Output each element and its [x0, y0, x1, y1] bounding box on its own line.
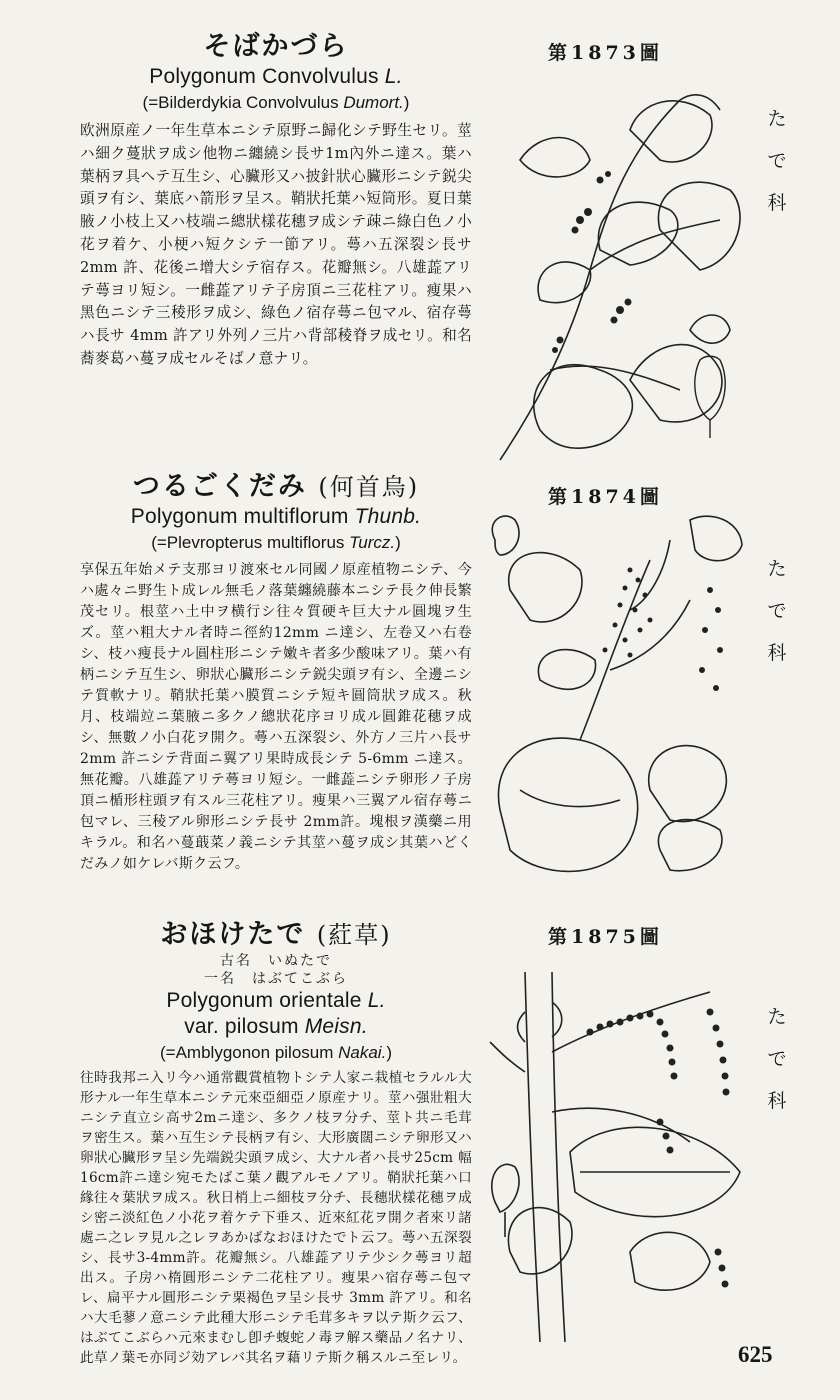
entry-text [80, 30, 472, 371]
japanese-name: そばかづら [203, 31, 349, 62]
synonym: (=Bilderdykia Convolvulus Dumort.) [142, 93, 410, 112]
japanese-name: つるごくだみ (何首烏) [132, 471, 420, 502]
entry-text [80, 470, 472, 875]
variety-name: var. pilosum Meisn. [184, 1015, 368, 1038]
figure-label: 第1873圖 [548, 42, 663, 64]
japanese-name: おほけたで (葒草) [160, 919, 392, 950]
scientific-name: Polygonum multiflorum Thunb. [130, 505, 422, 528]
alias-name: 一名 はぶてこぶら [204, 971, 348, 987]
description: 欧洲原産ノ一年生草本ニシテ原野ニ歸化シテ野生セリ。莖ハ細ク蔓狀ヲ成シ他物ニ纏繞シ長サ1m內外ニ達ス。葉ハ葉柄ヲ具ヘテ互生シ、心臟形又ハ披針狀心臟形ニシテ鋭尖頭ヲ有シ、葉底ハ箭形ヲ呈ス。鞘狀托葉ハ短筒形。夏日葉腋ノ小枝上又ハ枝端ニ總狀樣花穗ヲ成シテ疎ニ綠白色ノ小花ヲ着ケ、小梗ハ短クシテ一節アリ。蕚ハ五深裂シ長サ 2mm 許、花後ニ增大シテ宿存ス。花瓣無シ。八雄蕋アリテ蕚ヨリ短シ。一雌蕋アリテ子房頂ニ三花柱アリ。痩果ハ黑色ニシテ三稜形ヲ成シ、綠色ノ宿存蕚ニ包マル、宿存蕚ハ長サ 4mm 許アリ外列ノ三片ハ背部稜脊ヲ成セリ。和名 蕎麥葛ハ蔓ヲ成セルそばノ意ナリ。 [80, 122, 472, 367]
entry-1874 [0, 470, 840, 910]
alias-name: 古名 いぬたで [220, 953, 332, 969]
scientific-name: Polygonum Convolvulus L. [149, 65, 403, 88]
entry-1873 [0, 30, 840, 462]
family-label: たで科 [767, 108, 787, 214]
plant-illustration-orientale [480, 952, 760, 1342]
figure-label: 第1875圖 [548, 926, 663, 948]
plant-illustration-convolvulus [480, 70, 760, 470]
page-number: 625 [738, 1342, 773, 1367]
plant-illustration-multiflorum [480, 510, 760, 910]
figure-label: 第1874圖 [548, 486, 663, 508]
description: 享保五年始メテ支那ヨリ渡來セル同國ノ原産植物ニシテ、今ハ處々ニ野生ト成レル無毛ノ落葉纏繞藤本ニシテ長ク伸長繁茂セリ。根莖ハ土中ヲ横行シ往々質硬キ巨大ナル圓塊ヲ生ズ。莖ハ粗大ナル者時ニ徑約12mm ニ達シ、左卷又ハ右卷シ、枝ハ痩長ナル圓柱形ニシテ嫩キ者多少酸味アリ。葉ハ有柄ニシテ互生シ、卵狀心臟形ニシテ鋭尖頭ヲ有シ、全邊ニシテ質軟ナリ。鞘狀托葉ハ膜質ニシテ短キ圓筒狀ヲ成ス。秋月、枝端竝ニ葉腋ニ多クノ總狀花序ヨリ成ル圓錐花穗ヲ成シ、無數ノ小白花ヲ開ク。蕚ハ五深裂シ、外方ノ三片ハ長サ 2mm 許ニシテ背面ニ翼アリ果時成長シテ 5-6mm ニ達ス。無花瓣。八雄蕋アリテ蕚ヨリ短シ。一雌蕋ニシテ卵形ノ子房頂ニ楯形柱頭ヲ有スル三花柱アリ。痩果ハ三翼アル宿存蕚ニ包マレ、三稜アル卵形ニシテ長サ 2mm許。塊根ヲ漢藥ニ用キラル。和名ハ蔓蕺菜ノ義ニシテ其莖ハ蔓ヲ成シ其葉ハどくだみノ如ケレバ斯ク云フ。 [80, 562, 472, 872]
entry-1875 [0, 918, 840, 1366]
synonym: (=Amblygonon pilosum Nakai.) [160, 1043, 392, 1062]
flower-detail-icon [695, 356, 725, 438]
scientific-name: Polygonum orientale L. [166, 989, 386, 1012]
description: 往時我邦ニ入リ今ハ通常觀賞植物トシテ人家ニ栽植セラルル大形ナル一年生草本ニシテ元來亞細亞ノ原産ナリ。莖ハ强壯粗大ニシテ直立シ高サ2mニ達シ、多クノ枝ヲ分チ、莖ト共ニ毛茸ヲ密生ス。葉ハ互生シテ長柄ヲ有シ、大形廣闊ニシテ卵形又ハ卵狀心臟形ヲ呈シ先端鋭尖頭ヲ成シ、大ナル者ハ長サ25cm 幅16cm許ニ達シ宛モたばこ葉ノ觀アルモノアリ。鞘狀托葉ハ口緣往々葉狀ヲ成ス。秋日梢上ニ細枝ヲ分チ、長穗狀樣花穗ヲ成シ密ニ淡紅色ノ小花ヲ着ケテ下垂ス、近來紅花ヲ開ク者來リ諸處ニ之レヲ見ル之レヲあかばなおほけたでト云フ。蕚ハ五深裂シ、長サ3-4mm許。花瓣無シ。八雄蕋アリテ少シク蕚ヨリ超出ス。子房ハ楕圓形ニシテ二花柱アリ。痩果ハ宿存蕚ニ包マレ、扁平ナル圓形ニシテ栗褐色ヲ呈シ長サ 3mm 許アリ。和名ハ大毛蓼ノ意ニシテ此種大形ニシテ毛茸多キヲ以テ斯ク云フ、はぶてこぶらハ元來まむし卽チ蝮蛇ノ毒ヲ解ス藥品ノ名ナリ、此草ノ葉モ亦同ジ効アレバ其名ヲ藉リテ斯ク稱スルニ至レリ。 [80, 1070, 472, 1366]
family-label: たで科 [767, 558, 787, 664]
synonym: (=Plevropterus multiflorus Turcz.) [151, 533, 401, 552]
entry-text [80, 918, 472, 1368]
family-label: たで科 [767, 1006, 787, 1112]
